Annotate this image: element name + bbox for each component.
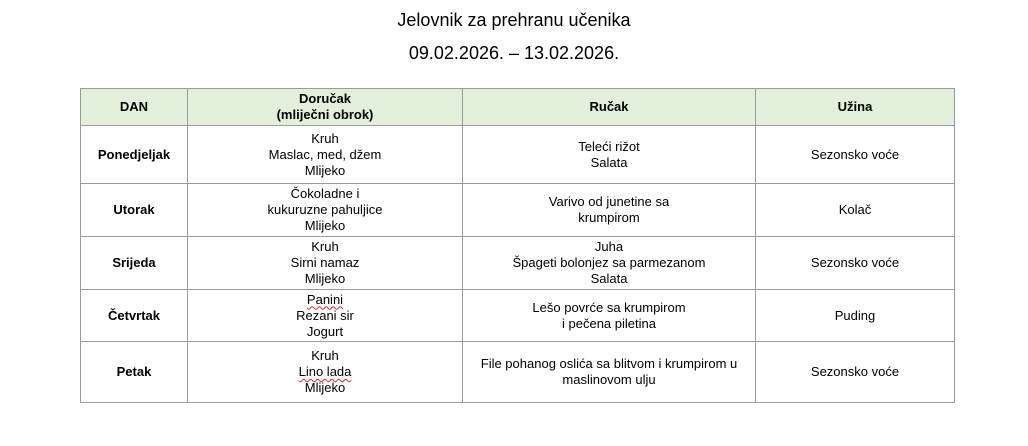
header-breakfast-note: (mliječni obrok) (276, 107, 374, 122)
snack-cell: Sezonsko voće (756, 237, 955, 290)
lunch-cell (463, 126, 756, 184)
breakfast-cell (188, 184, 463, 237)
header-breakfast (188, 89, 463, 126)
breakfast-item: Sirni namaz (290, 255, 360, 270)
date-range: 09.02.2026. – 13.02.2026. (408, 43, 620, 63)
breakfast-item: Mlijeko (304, 218, 346, 233)
lunch-item: Špageti bolonjez sa parmezanom (512, 255, 706, 270)
lunch-item: Lešo povrće sa krumpirom (532, 299, 686, 315)
breakfast-item: Kruh (311, 239, 339, 254)
table-row (81, 184, 955, 237)
day-cell: Srijeda (81, 237, 188, 290)
table-row (81, 290, 955, 342)
lunch-item: krumpirom (578, 210, 640, 225)
day-cell: Utorak (81, 184, 188, 237)
lunch-cell (463, 237, 756, 290)
breakfast-item: Mlijeko (304, 162, 346, 178)
breakfast-item: Mlijeko (304, 380, 346, 395)
breakfast-item: kukuruzne pahuljice (267, 202, 383, 217)
breakfast-item-wrap (194, 292, 456, 308)
breakfast-item: Panini (306, 291, 344, 307)
lunch-item: i pečena piletina (562, 315, 656, 331)
breakfast-item: Maslac, med, džem (268, 146, 382, 162)
lunch-item: Juha (594, 239, 624, 254)
breakfast-item: Mlijeko (304, 271, 346, 286)
lunch-cell (463, 290, 756, 342)
breakfast-item-wrap (194, 364, 456, 380)
lunch-item: Varivo od junetine sa (548, 194, 670, 209)
breakfast-item: Rezani sir (296, 307, 354, 323)
breakfast-item: Čokoladne i (290, 186, 360, 201)
breakfast-cell (188, 290, 463, 342)
table-row (81, 237, 955, 290)
header-day: DAN (81, 89, 188, 126)
breakfast-item: Lino lada (298, 364, 352, 379)
lunch-item: Salata (590, 271, 628, 286)
breakfast-cell (188, 237, 463, 290)
table-row (81, 126, 955, 184)
page-title: Jelovnik za prehranu učenika (397, 10, 631, 30)
lunch-item: Salata (590, 154, 628, 170)
table-row (81, 342, 955, 403)
lunch-item: Teleći rižot (578, 138, 640, 154)
lunch-item: File pohanog oslića sa blitvom i krumpirom u (480, 356, 738, 371)
snack-cell: Sezonsko voće (756, 126, 955, 184)
lunch-item: maslinovom ulju (562, 372, 656, 387)
breakfast-item: Jogurt (306, 323, 344, 339)
menu-table (80, 88, 955, 403)
snack-cell: Kolač (756, 184, 955, 237)
lunch-cell (463, 184, 756, 237)
header-breakfast-label: Doručak (298, 91, 352, 106)
breakfast-item: Kruh (311, 130, 339, 146)
header-snack: Užina (756, 89, 955, 126)
breakfast-item: Kruh (311, 348, 339, 363)
day-cell: Petak (81, 342, 188, 403)
breakfast-cell (188, 342, 463, 403)
header-lunch: Ručak (463, 89, 756, 126)
table-header-row (81, 89, 955, 126)
lunch-cell (463, 342, 756, 403)
breakfast-cell (188, 126, 463, 184)
snack-cell: Sezonsko voće (756, 342, 955, 403)
day-cell: Ponedjeljak (81, 126, 188, 184)
snack-cell: Puding (756, 290, 955, 342)
day-cell: Četvrtak (81, 290, 188, 342)
